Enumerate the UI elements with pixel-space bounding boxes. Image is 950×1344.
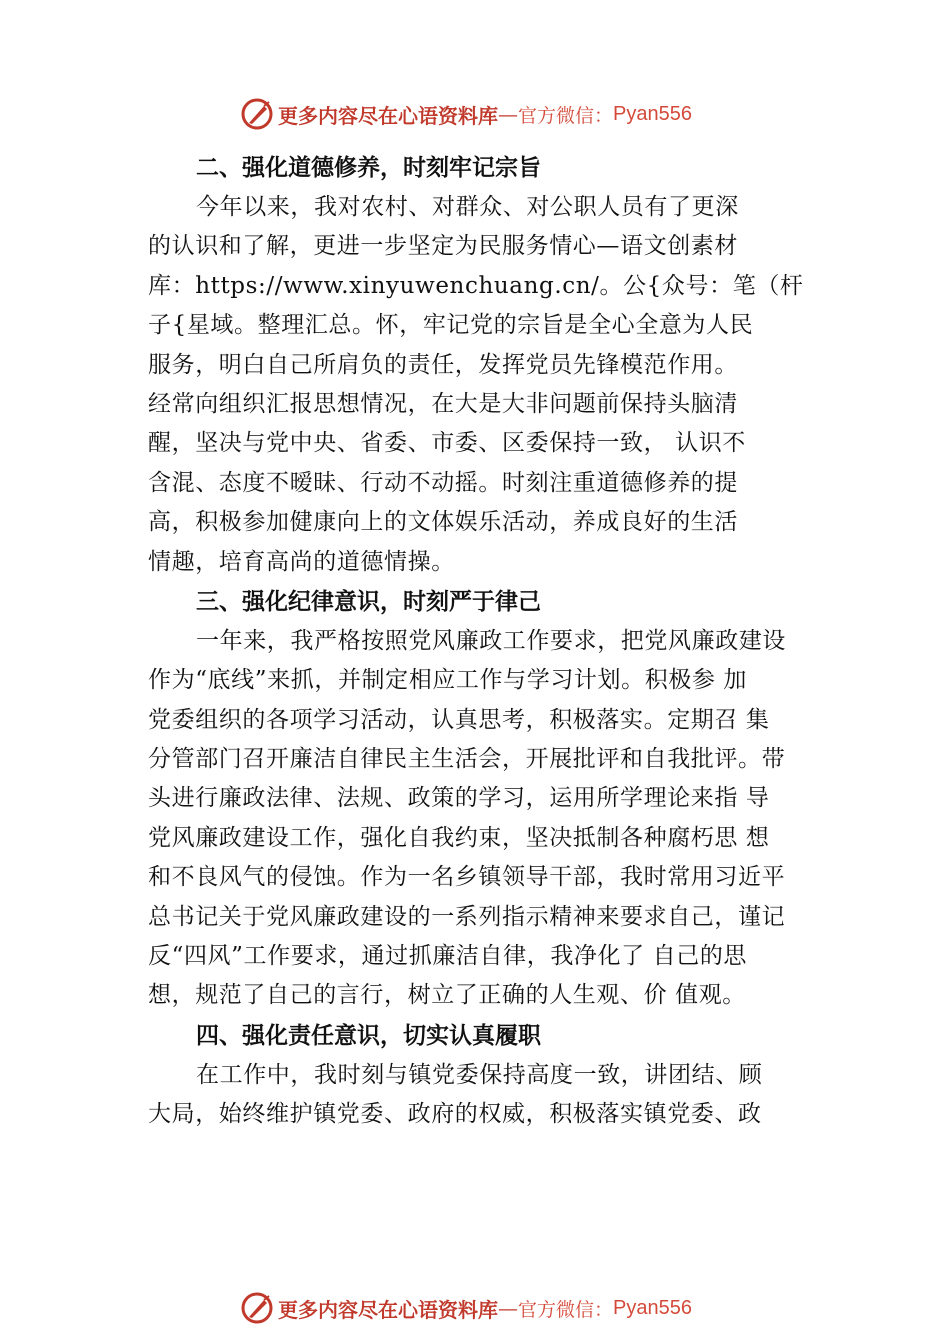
paragraph-line: 党委组织的各项学习活动，认真思考，积极落实。定期召 集 bbox=[148, 706, 770, 733]
quill-seal-icon bbox=[240, 97, 274, 131]
paragraph-line: 反“四风”工作要求，通过抓廉洁自律，我净化了 自己的思 bbox=[148, 943, 748, 970]
paragraph-line: 醒，坚决与党中央、省委、市委、区委保持一致， 认识不 bbox=[148, 430, 746, 457]
paragraph-line: 作为“底线”来抓，并制定相应工作与学习计划。积极参 加 bbox=[148, 667, 748, 694]
paragraph-line: 一年来，我严格按照党风廉政工作要求，把党风廉政建设 bbox=[196, 627, 786, 654]
section-heading: 三、强化纪律意识，时刻严于律己 bbox=[196, 588, 541, 615]
paragraph-line: 的认识和了解，更进一步坚定为民服务情心—语文创素材 bbox=[148, 233, 738, 260]
watermark-wechat-id: Pyan556 bbox=[613, 102, 692, 125]
section-heading: 二、强化道德修养，时刻牢记宗旨 bbox=[196, 155, 541, 181]
paragraph-line: 和不良风气的侵蚀。作为一名乡镇领导干部，我时常用习近平 bbox=[148, 864, 786, 891]
document-body bbox=[148, 148, 838, 1135]
paragraph-line: 总书记关于党风廉政建设的一系列指示精神来要求自己，谨记 bbox=[148, 903, 786, 930]
watermark-wechat-label: 官方微信： bbox=[518, 1298, 614, 1321]
paragraph-line: 经常向组织汇报思想情况，在大是大非问题前保持头脑清 bbox=[148, 390, 738, 417]
section-heading: 四、强化责任意识，切实认真履职 bbox=[196, 1022, 541, 1049]
quill-seal-icon bbox=[240, 1291, 274, 1325]
watermark-brand: 更多内容尽在心语资料库 bbox=[278, 103, 498, 128]
paragraph-line: 分管部门召开廉洁自律民主生活会，开展批评和自我批评。带 bbox=[148, 746, 786, 773]
watermark-dash: — bbox=[498, 1296, 518, 1320]
paragraph-line: 党风廉政建设工作，强化自我约束，坚决抵制各种腐朽思 想 bbox=[148, 824, 770, 851]
watermark-footer bbox=[240, 1290, 692, 1326]
watermark-brand: 更多内容尽在心语资料库 bbox=[278, 1297, 498, 1322]
paragraph-line: 高，积极参加健康向上的文体娱乐活动，养成良好的生活 bbox=[148, 509, 738, 536]
paragraph-line: 服务，明白自己所肩负的责任，发挥党员先锋模范作用。 bbox=[148, 351, 738, 378]
watermark-dash: — bbox=[498, 102, 518, 126]
paragraph-line: 子{星域。整理汇总。怀，牢记党的宗旨是全心全意为人民 bbox=[148, 312, 754, 339]
paragraph-line: 头进行廉政法律、法规、政策的学习，运用所学理论来指 导 bbox=[148, 785, 770, 812]
watermark-header bbox=[240, 96, 692, 132]
paragraph-line: 大局，始终维护镇党委、政府的权威，积极落实镇党委、政 bbox=[148, 1101, 762, 1128]
paragraph-line: 今年以来，我对农村、对群众、对公职人员有了更深 bbox=[196, 194, 739, 220]
paragraph-line: 含混、态度不暧昧、行动不动摇。时刻注重道德修养的提 bbox=[148, 469, 738, 496]
paragraph-line: 想，规范了自己的言行，树立了正确的人生观、价 值观。 bbox=[148, 982, 746, 1009]
watermark-wechat-id: Pyan556 bbox=[613, 1296, 692, 1319]
watermark-wechat-label: 官方微信： bbox=[518, 104, 614, 127]
section-paragraph bbox=[148, 622, 838, 1016]
paragraph-line: 库：https://www.xinyuwenchuang.cn/。公{众号：笔（杆 bbox=[148, 272, 804, 299]
paragraph-line: 情趣，培育高尚的道德情操。 bbox=[148, 548, 455, 575]
section-paragraph bbox=[148, 1056, 838, 1135]
section-paragraph bbox=[148, 188, 838, 582]
paragraph-line: 在工作中，我时刻与镇党委保持高度一致，讲团结、顾 bbox=[196, 1061, 763, 1088]
